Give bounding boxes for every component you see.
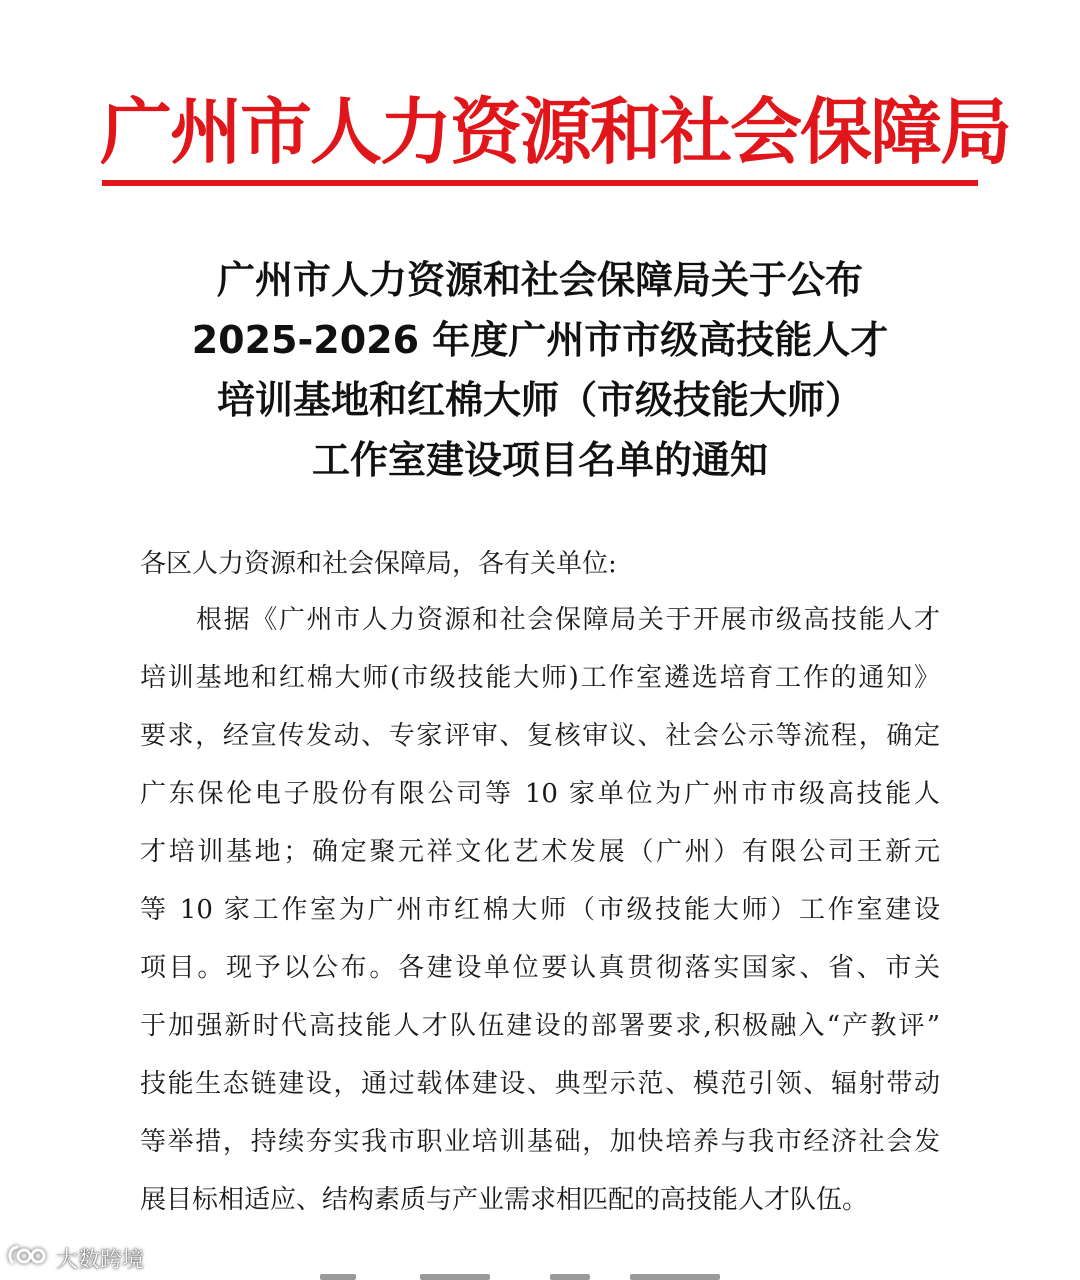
body-paragraph	[140, 596, 940, 1234]
body-line: 等 10 家工作室为广州市红棉大师（市级技能大师）工作室建设	[140, 895, 940, 925]
masthead-red-rule	[102, 180, 978, 186]
watermark-label: 大数跨境	[56, 1247, 145, 1273]
body-line: 根据《广州市人力资源和社会保障局关于开展市级高技能人才	[196, 605, 940, 635]
document-title-line: 工作室建设项目名单的通知	[311, 438, 768, 482]
body-line: 要求，经宣传发动、专家评审、复核审议、社会公示等流程，确定	[140, 721, 940, 751]
body-line: 于加强新时代高技能人才队伍建设的部署要求,积极融入“产教评”	[140, 1011, 940, 1041]
logo-icon	[6, 1242, 50, 1274]
masthead-title: 广州市人力资源和社会保障局	[100, 90, 1011, 174]
body-line: 项目。现予以公布。各建设单位要认真贯彻落实国家、省、市关	[140, 953, 940, 983]
next-line-fragment	[300, 1268, 780, 1280]
document-title-line: 2025-2026 年度广州市市级高技能人才	[191, 318, 889, 362]
body-line: 才培训基地；确定聚元祥文化艺术发展（广州）有限公司王新元	[140, 837, 940, 867]
body-line: 技能生态链建设，通过载体建设、典型示范、模范引领、辐射带动	[140, 1069, 940, 1099]
body-line: 广东保伦电子股份有限公司等 10 家单位为广州市市级高技能人	[140, 779, 940, 809]
salutation: 各区人力资源和社会保障局，各有关单位:	[140, 549, 617, 579]
body-line: 培训基地和红棉大师(市级技能大师)工作室遴选培育工作的通知》	[140, 663, 940, 693]
document-title-line: 培训基地和红棉大师（市级技能大师）	[216, 378, 863, 422]
body-line: 展目标相适应、结构素质与产业需求相匹配的高技能人才队伍。	[140, 1185, 869, 1215]
document-title-line: 广州市人力资源和社会保障局关于公布	[216, 258, 863, 302]
body-line: 等举措，持续夯实我市职业培训基础，加快培养与我市经济社会发	[140, 1127, 940, 1157]
watermark	[6, 1238, 144, 1278]
document-title	[100, 250, 980, 490]
